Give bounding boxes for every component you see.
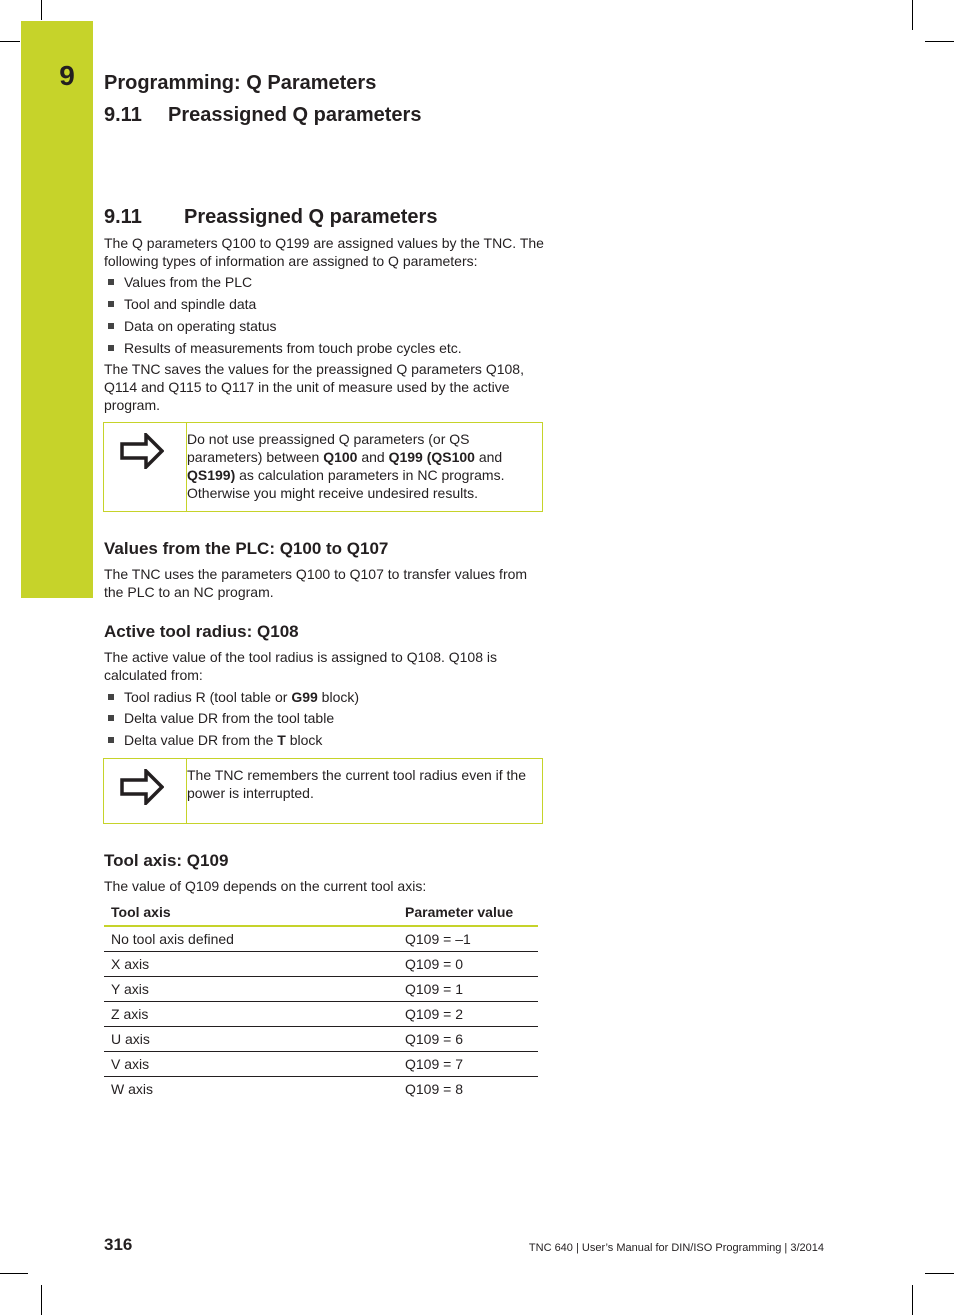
crop-mark bbox=[41, 1285, 42, 1315]
crop-mark bbox=[41, 0, 42, 20]
table-row: X axis Q109 = 0 bbox=[104, 952, 538, 977]
table-row: U axis Q109 = 6 bbox=[104, 1027, 538, 1052]
note-text: Do not use preassigned Q parameters (or QS parameters) between Q100 and Q199 (QS100 and QS199) as calculation parameters in NC programs. Otherwise you might receive undesired results. bbox=[187, 431, 505, 501]
subheading-plc: Values from the PLC: Q100 to Q107 bbox=[104, 539, 389, 558]
table-row: Z axis Q109 = 2 bbox=[104, 1002, 538, 1027]
chapter-number: 9 bbox=[59, 60, 75, 91]
running-section-header bbox=[104, 104, 421, 127]
crop-mark bbox=[912, 1285, 913, 1315]
list-item: Tool and spindle data bbox=[108, 295, 256, 313]
list-item: Delta value DR from the tool table bbox=[108, 709, 334, 727]
arrow-right-icon bbox=[120, 769, 164, 805]
list-item: Results of measurements from touch probe cycles etc. bbox=[108, 339, 462, 357]
bullet-square-icon bbox=[108, 323, 114, 329]
note-box bbox=[103, 422, 543, 512]
crop-mark bbox=[0, 41, 20, 42]
bullet-square-icon bbox=[108, 279, 114, 285]
crop-mark bbox=[0, 1273, 28, 1274]
arrow-right-icon bbox=[120, 433, 164, 469]
chapter-title: Programming: Q Parameters bbox=[104, 72, 377, 94]
page-number: 316 bbox=[104, 1235, 133, 1254]
section-heading bbox=[104, 206, 437, 229]
crop-mark bbox=[925, 1273, 954, 1274]
running-section-number: 9.11 bbox=[104, 104, 142, 126]
intro-paragraph: The Q parameters Q100 to Q199 are assigned values by the TNC. The following types of information are assigned to Q parameters: bbox=[104, 235, 544, 269]
list-item: Data on operating status bbox=[108, 317, 277, 335]
section-heading-number: 9.11 bbox=[104, 206, 142, 228]
table-row: W axis Q109 = 8 bbox=[111, 1081, 463, 1097]
list-item: Tool radius R (tool table or G99 block) bbox=[108, 688, 359, 706]
plc-paragraph: The TNC uses the parameters Q100 to Q107 to transfer values from the PLC to an NC program. bbox=[104, 566, 528, 600]
subheading-axis: Tool axis: Q109 bbox=[104, 851, 229, 870]
bullet-square-icon bbox=[108, 715, 114, 721]
chapter-tab bbox=[21, 21, 93, 598]
crop-mark bbox=[912, 0, 913, 30]
note-text: The TNC remembers the current tool radius even if the power is interrupted. bbox=[187, 767, 527, 801]
subheading-radius: Active tool radius: Q108 bbox=[104, 622, 299, 641]
list-item: Delta value DR from the T block bbox=[108, 731, 322, 749]
note-box bbox=[103, 758, 543, 824]
crop-mark bbox=[925, 41, 954, 42]
radius-paragraph: The active value of the tool radius is assigned to Q108. Q108 is calculated from: bbox=[104, 649, 498, 683]
bullet-square-icon bbox=[108, 737, 114, 743]
footer-text: TNC 640 | User’s Manual for DIN/ISO Programming | 3/2014 bbox=[528, 1242, 824, 1254]
table-header-row bbox=[104, 900, 538, 926]
list-item: Values from the PLC bbox=[108, 273, 252, 291]
bullet-square-icon bbox=[108, 301, 114, 307]
table-row: No tool axis defined Q109 = –1 bbox=[104, 926, 538, 952]
column-header-tool-axis: Tool axis bbox=[104, 900, 398, 926]
running-section-title: Preassigned Q parameters bbox=[168, 104, 422, 126]
unit-paragraph: The TNC saves the values for the preassigned Q parameters Q108, Q114 and Q115 to Q117 in the unit of measure used by the active program. bbox=[104, 361, 524, 413]
table-row: Y axis Q109 = 1 bbox=[104, 977, 538, 1002]
section-heading-title: Preassigned Q parameters bbox=[184, 206, 438, 228]
tool-axis-table bbox=[104, 900, 538, 1101]
bullet-square-icon bbox=[108, 694, 114, 700]
column-header-parameter-value: Parameter value bbox=[398, 900, 538, 926]
table-row: V axis Q109 = 7 bbox=[104, 1052, 538, 1077]
axis-paragraph: The value of Q109 depends on the current tool axis: bbox=[104, 878, 427, 894]
bullet-square-icon bbox=[108, 345, 114, 351]
